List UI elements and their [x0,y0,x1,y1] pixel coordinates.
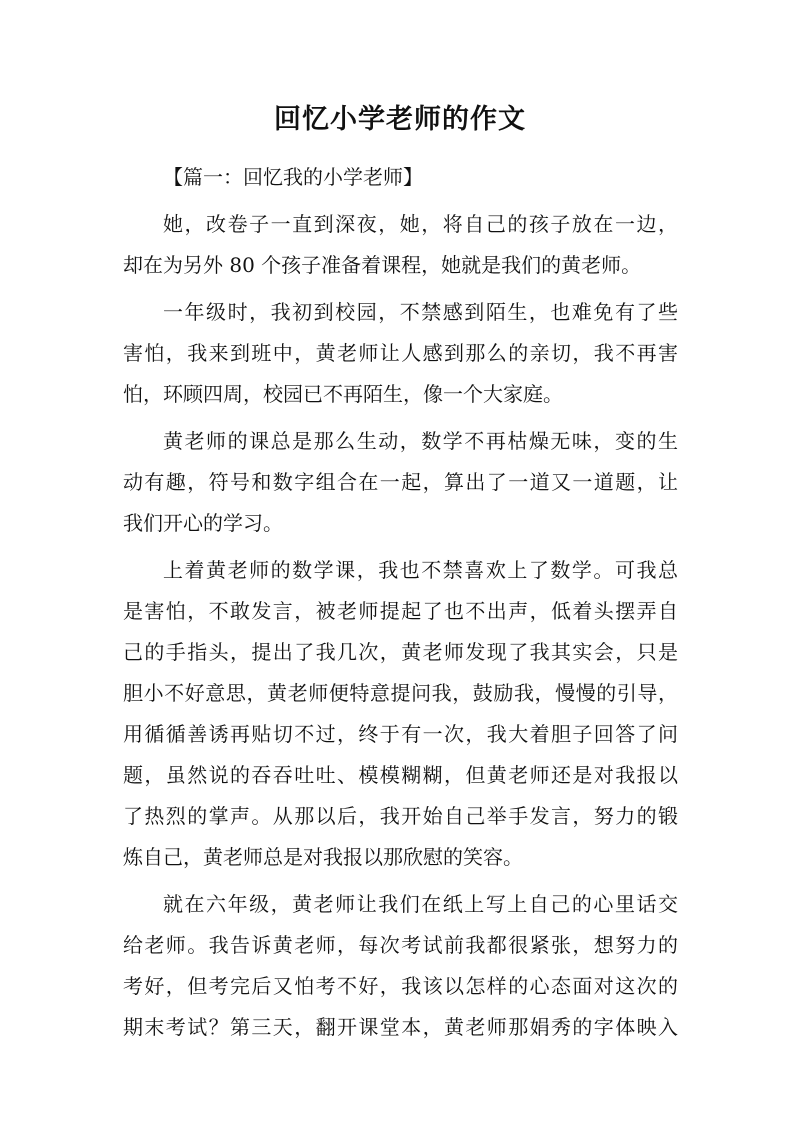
paragraph-line: 用循循善诱再贴切不过，终于有一次，我大着胆子回答了问 [123,722,678,746]
paragraph-line: 就在六年级，黄老师让我们在纸上写上自己的心里话交 [163,892,678,916]
paragraph-line: 胆小不好意思，黄老师便特意提问我，鼓励我，慢慢的引导， [123,681,678,705]
paragraph-line: 一年级时，我初到校园，不禁感到陌生，也难免有了些 [163,300,678,324]
section-heading: 【篇一：回忆我的小学老师】 [163,165,423,189]
paragraph-line: 怕，环顾四周，校园已不再陌生，像一个大家庭。 [123,382,563,406]
paragraph-line: 给老师。我告诉黄老师，每次考试前我都很紧张，想努力的 [123,933,678,957]
paragraph-5 [123,884,678,1048]
paragraph-line: 却在为另外 80 个孩子准备着课程，她就是我们的黄老师。 [123,253,642,277]
paragraph-2 [123,292,678,415]
document-body [123,157,678,1048]
paragraph-3 [123,421,678,544]
paragraph-line: 是害怕，不敢发言，被老师提起了也不出声，低着头摆弄自 [123,599,678,623]
document-title: 回忆小学老师的作文 [274,104,526,135]
paragraph-line: 了热烈的掌声。从那以后，我开始自己举手发言，努力的锻 [123,804,678,828]
paragraph-line: 题，虽然说的吞吞吐吐、模模糊糊，但黄老师还是对我报以 [123,763,678,787]
paragraph-line: 她，改卷子一直到深夜，她，将自己的孩子放在一边， [163,212,678,236]
paragraph-line: 炼自己，黄老师总是对我报以那欣慰的笑容。 [123,845,523,869]
paragraph-line: 害怕，我来到班中，黄老师让人感到那么的亲切，我不再害 [123,341,678,365]
paragraph-4 [123,550,678,878]
paragraph-line: 己的手指头，提出了我几次，黄老师发现了我其实会，只是 [123,640,678,664]
paragraph-line: 动有趣，符号和数字组合在一起，算出了一道又一道题，让 [123,470,678,494]
paragraph-line: 考好，但考完后又怕考不好，我该以怎样的心态面对这次的 [123,974,678,998]
paragraph-line: 期末考试？第三天，翻开课堂本，黄老师那娟秀的字体映入 [123,1015,678,1039]
paragraph-1 [123,204,678,286]
paragraph-line: 我们开心的学习。 [123,511,283,535]
paragraph-line: 上着黄老师的数学课，我也不禁喜欢上了数学。可我总 [163,558,678,582]
paragraph-line: 黄老师的课总是那么生动，数学不再枯燥无味，变的生 [163,429,678,453]
